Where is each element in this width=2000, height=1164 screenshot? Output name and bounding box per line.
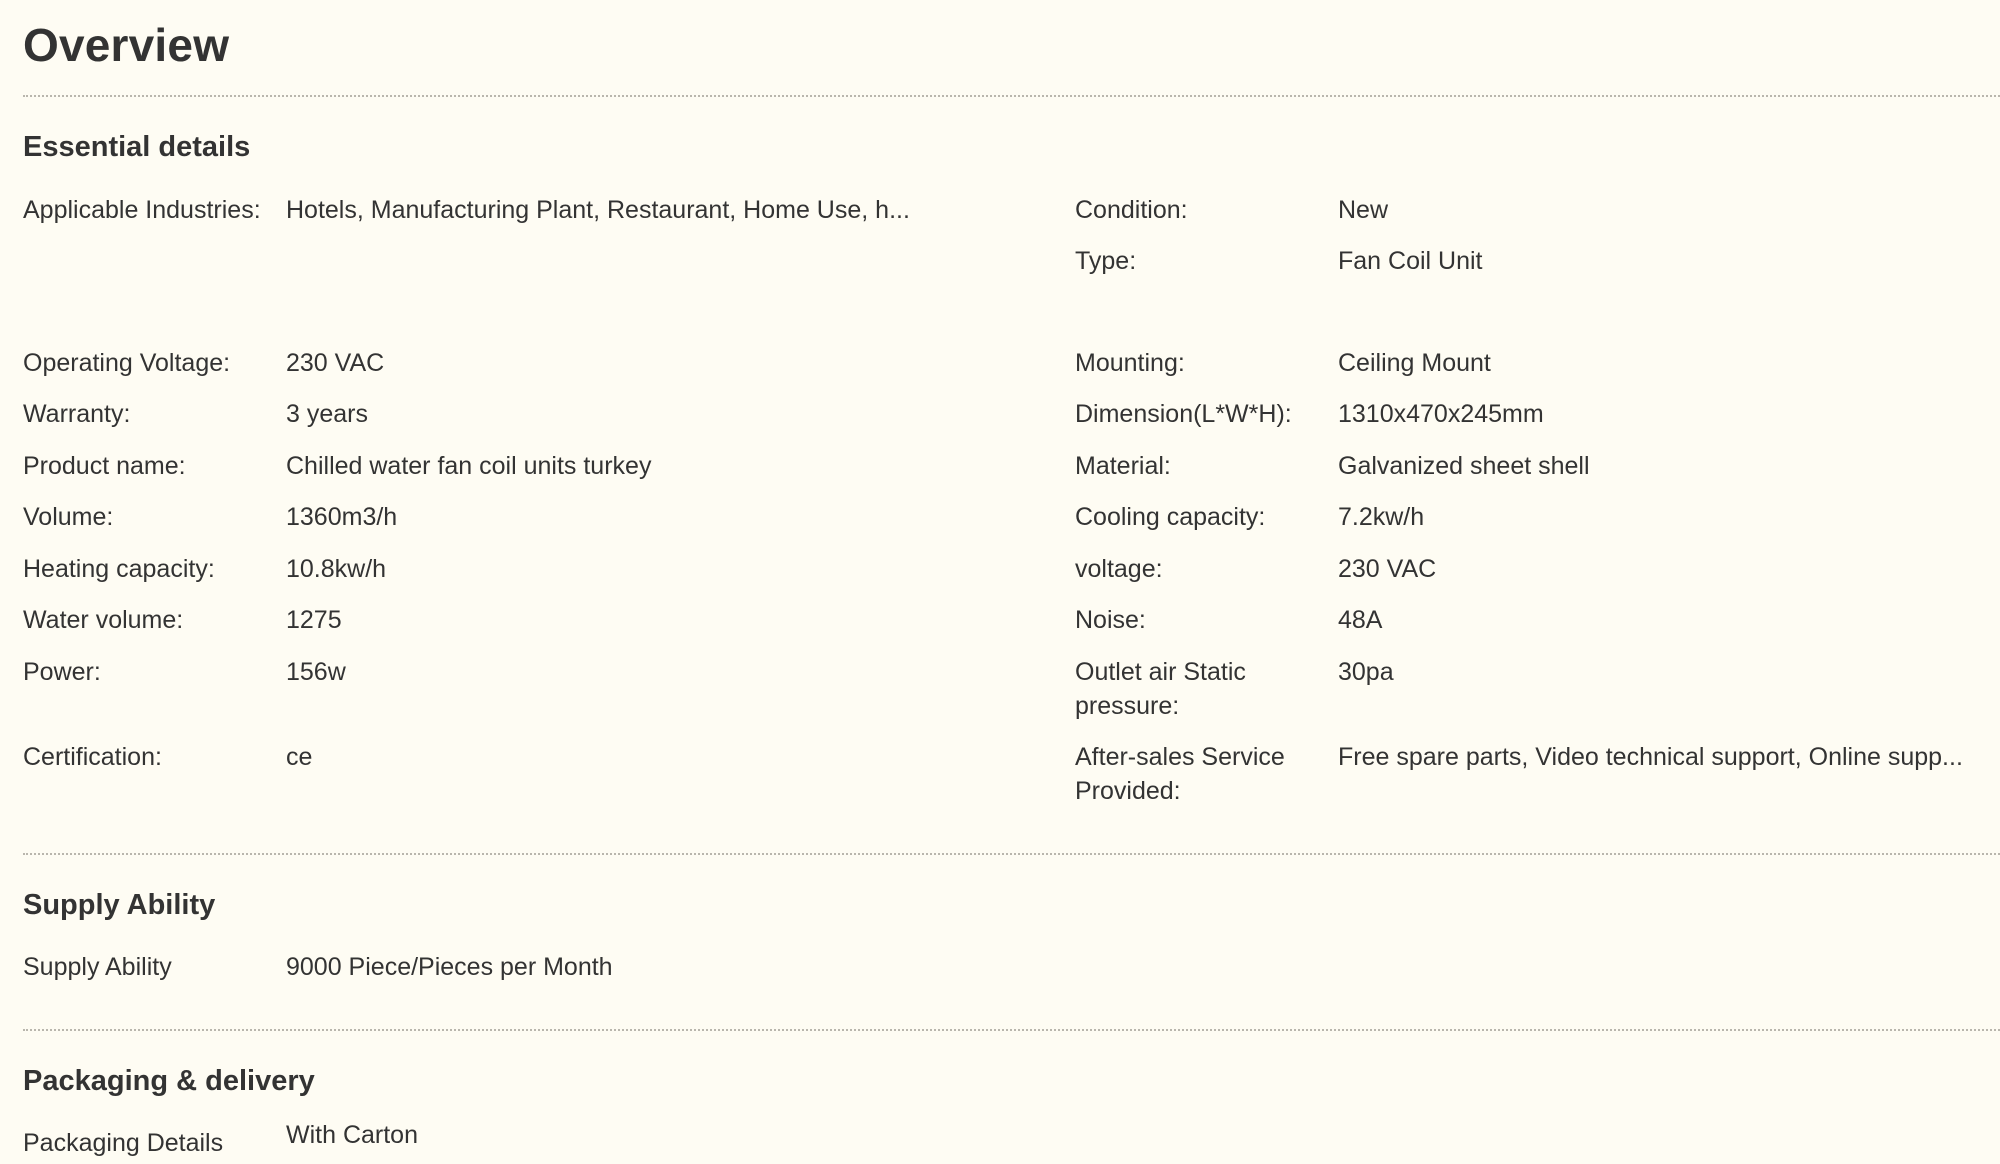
attr-name: Supply Ability (23, 953, 172, 981)
attr-value: 156w (286, 658, 346, 686)
attr-name: Operating Voltage: (23, 349, 231, 377)
attr-name: Noise: (1075, 606, 1146, 634)
attr-name: Condition: (1075, 196, 1188, 224)
attr-value: 10.8kw/h (286, 555, 387, 583)
attr-name: Power: (23, 658, 101, 686)
page-title: Overview (23, 19, 230, 71)
attr-value: 230 VAC (1338, 555, 1437, 583)
attr-name: Outlet air Static pressure: (1075, 658, 1246, 720)
attr-value: ce (286, 743, 313, 771)
attr-value: 48A (1338, 606, 1383, 634)
attr-name: Cooling capacity: (1075, 503, 1266, 531)
attr-value: 3 years (286, 400, 368, 428)
attr-name: Packaging Details (23, 1129, 224, 1157)
attr-value: 1310x470x245mm (1338, 400, 1544, 428)
attr-name: Mounting: (1075, 349, 1185, 377)
attr-name: Material: (1075, 452, 1171, 480)
attr-value: 9000 Piece/Pieces per Month (286, 953, 613, 981)
attr-value: Fan Coil Unit (1338, 247, 1483, 275)
attr-name: Type: (1075, 247, 1137, 275)
attr-value: New (1338, 196, 1389, 224)
essential-divider (23, 853, 2000, 855)
attr-value: 230 VAC (286, 349, 385, 377)
attr-value: 1360m3/h (286, 503, 398, 531)
packaging-delivery-heading: Packaging & delivery (23, 1065, 315, 1097)
attr-value: Free spare parts, Video technical support, Online supp... (1338, 743, 1963, 771)
supply-ability-heading: Supply Ability (23, 889, 216, 921)
attr-name: Volume: (23, 503, 114, 531)
attr-value: Hotels, Manufacturing Plant, Restaurant, Home Use, h... (286, 196, 910, 224)
attr-name: Water volume: (23, 606, 184, 634)
attr-name: Certification: (23, 743, 162, 771)
attr-name: Warranty: (23, 400, 131, 428)
attr-name: voltage: (1075, 555, 1163, 583)
attr-value: 7.2kw/h (1338, 503, 1425, 531)
attr-name: Product name: (23, 452, 186, 480)
essential-details-heading: Essential details (23, 131, 251, 163)
attr-name: Heating capacity: (23, 555, 215, 583)
attr-value: 1275 (286, 606, 342, 634)
title-divider (23, 95, 2000, 97)
attr-name: Dimension(L*W*H): (1075, 400, 1292, 428)
attr-value: Galvanized sheet shell (1338, 452, 1590, 480)
attr-value: With Carton (286, 1121, 418, 1149)
attr-value: Ceiling Mount (1338, 349, 1491, 377)
supply-divider (23, 1029, 2000, 1031)
attr-name: After-sales Service Provided: (1075, 743, 1285, 805)
attr-value: Chilled water fan coil units turkey (286, 452, 652, 480)
attr-value: 30pa (1338, 658, 1394, 686)
attr-name: Applicable Industries: (23, 196, 261, 224)
